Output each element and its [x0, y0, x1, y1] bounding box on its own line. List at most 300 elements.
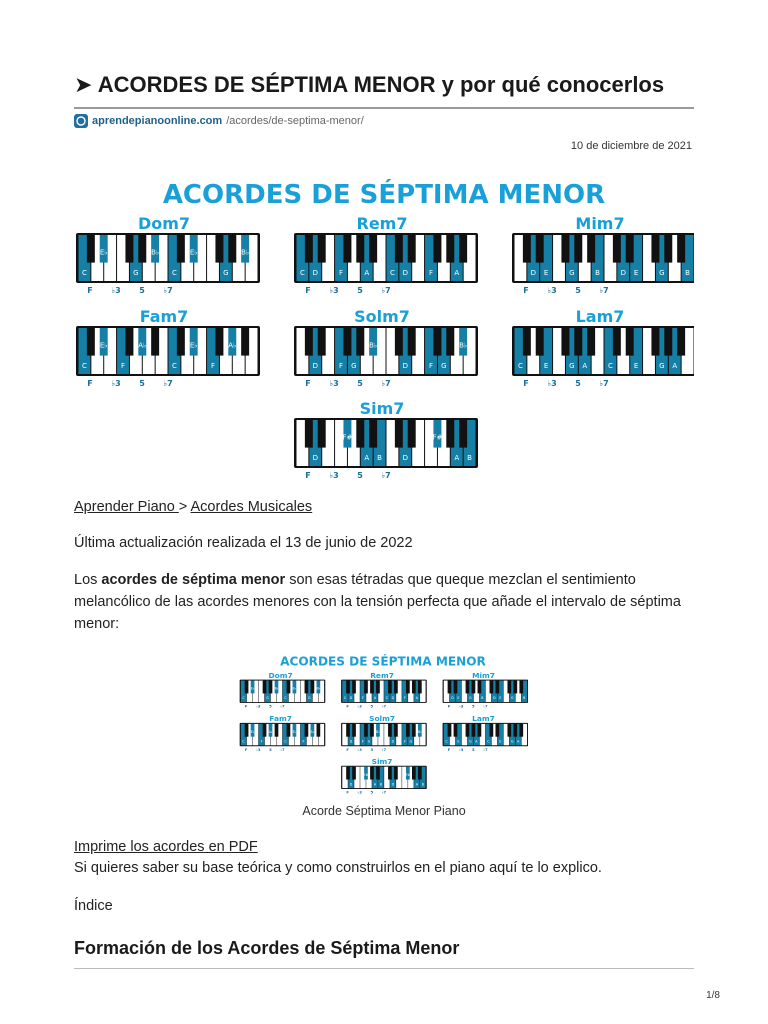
mini-black-key [519, 724, 523, 737]
hero-black-key [574, 235, 582, 263]
mini-black-key [507, 681, 511, 694]
hero-interval-label: 5 [357, 286, 363, 295]
mini-black-key [496, 724, 500, 737]
hero-note-label: E♭ [99, 341, 108, 350]
mini-note-label: A [475, 739, 478, 744]
mini-note-label: E♭ [250, 686, 255, 691]
hero-note-label: E [543, 269, 549, 277]
intro-rest: son esas tétradas que queque mezclan el sentimiento melancólico de las acordes menores con la tensión perfecta que añade el intervalo de séptima menor: [74, 572, 681, 632]
mini-black-key [352, 767, 356, 780]
hero-black-key [433, 235, 441, 263]
page-title: ➤ ACORDES DE SÉPTIMA MENOR y por qué conocerlos [74, 72, 665, 97]
hero-black-key [459, 420, 467, 448]
hero-note-label: F# [432, 433, 443, 442]
mini-interval-label: ♭3 [459, 704, 464, 709]
hero-black-key [151, 328, 159, 356]
mini-note-label: D [349, 782, 353, 787]
mini-black-key [412, 767, 416, 780]
hero-black-key [651, 328, 659, 356]
mini-note-label: E [499, 696, 502, 701]
hero-black-key [561, 235, 569, 263]
hero-note-label: D [312, 454, 318, 462]
mini-interval-label: ♭3 [357, 747, 362, 752]
mini-black-key [454, 724, 458, 737]
hero-black-key [408, 235, 416, 263]
hero-note-label: F [210, 362, 216, 370]
mini-black-key [454, 681, 458, 694]
hero-black-key [356, 420, 364, 448]
hero-note-label: B♭ [241, 248, 250, 257]
mini-black-key [376, 681, 380, 694]
hero-note-label: B♭ [459, 341, 468, 350]
mini-black-key [275, 724, 279, 737]
hero-interval-label: ♭3 [547, 286, 557, 295]
hero-chord-name: Lam7 [575, 307, 625, 326]
mini-title: ACORDES DE SÉPTIMA MENOR [280, 654, 486, 669]
mini-interval-label: ♭7 [483, 747, 488, 752]
hero-interval-label: F [305, 286, 311, 295]
hero-chord-name: Rem7 [356, 214, 408, 233]
mini-note-label: G [469, 696, 472, 701]
mini-interval-label: ♭3 [256, 747, 261, 752]
hero-chord-name: Fam7 [139, 307, 189, 326]
mini-interval-label: F [447, 704, 451, 709]
mini-interval-label: ♭7 [280, 747, 285, 752]
hero-black-key [613, 235, 621, 263]
breadcrumb-separator: > [178, 499, 191, 515]
mini-interval-label: ♭3 [459, 747, 464, 752]
hero-interval-label: ♭3 [111, 286, 121, 295]
hero-note-label: C [171, 362, 177, 370]
mini-note-label: G [367, 739, 371, 744]
mini-note-label: A [373, 782, 377, 787]
hero-note-label: A [672, 362, 678, 370]
mini-interval-label: ♭3 [357, 704, 362, 709]
mini-black-key [406, 724, 410, 737]
breadcrumb-link-aprender-piano[interactable]: Aprender Piano [74, 499, 179, 515]
chord-figure-thumbnail[interactable] [238, 648, 528, 796]
hero-interval-label: F [523, 379, 529, 388]
mini-black-key [305, 681, 309, 694]
hero-black-key [305, 235, 313, 263]
hero-black-key [626, 235, 634, 263]
hero-black-key [574, 328, 582, 356]
mini-black-key [352, 724, 356, 737]
hero-black-key [343, 328, 351, 356]
mini-black-key [472, 681, 476, 694]
mini-interval-label: F [244, 747, 248, 752]
mini-chord-name: Mim7 [472, 670, 495, 680]
mini-note-label: D [391, 739, 395, 744]
hero-note-label: D [312, 269, 318, 277]
source-domain: aprendepianoonline.com [92, 115, 223, 127]
hero-note-label: E [633, 269, 639, 277]
hero-black-key [318, 328, 326, 356]
mini-interval-label: 5 [370, 704, 374, 709]
hero-note-label: D [312, 362, 318, 370]
hero-note-label: B♭ [151, 248, 160, 257]
mini-black-key [269, 681, 273, 694]
hero-note-label: G [659, 269, 665, 277]
hero-interval-label: 5 [139, 286, 145, 295]
hero-black-key [651, 235, 659, 263]
mini-note-label: A [415, 782, 418, 787]
hero-note-label: B♭ [369, 341, 378, 350]
hero-note-label: A [364, 454, 370, 462]
mini-black-key [496, 681, 500, 694]
mini-note-label: B♭ [376, 729, 380, 734]
hero-note-label: F [428, 362, 434, 370]
mini-note-label: F [362, 696, 364, 701]
hero-interval-label: F [523, 286, 529, 295]
hero-note-label: G [569, 269, 575, 277]
hero-interval-label: 5 [357, 379, 363, 388]
mini-note-label: G [409, 739, 413, 744]
mini-note-label: E [499, 739, 502, 744]
mini-note-label: G [308, 696, 311, 701]
hero-black-key [125, 235, 133, 263]
hero-note-label: E [633, 362, 639, 370]
mini-black-key [370, 767, 374, 780]
mini-black-key [490, 724, 494, 737]
hero-interval-label: 5 [575, 379, 581, 388]
mini-note-label: A [415, 696, 418, 701]
mini-interval-label: 5 [269, 704, 272, 709]
hero-black-key [677, 235, 685, 263]
mini-interval-label: F [447, 747, 451, 752]
hero-interval-label: F [305, 379, 311, 388]
mini-black-key [412, 681, 416, 694]
hero-black-key [356, 328, 364, 356]
hero-black-key [228, 235, 236, 263]
hero-black-key [523, 328, 531, 356]
section-heading: Formación de los Acordes de Séptima Menor [74, 938, 460, 958]
mini-black-key [513, 724, 517, 737]
mini-note-label: E [457, 739, 460, 744]
hero-black-key [664, 235, 672, 263]
hero-note-label: C [389, 269, 395, 277]
hero-interval-label: F [305, 471, 311, 480]
hero-note-label: E♭ [99, 248, 108, 257]
hero-note-label: F [120, 362, 126, 370]
hero-interval-label: ♭7 [163, 379, 173, 388]
title-divider [74, 107, 694, 109]
mini-black-key [448, 681, 452, 694]
hero-black-key [356, 235, 364, 263]
source-path: /acordes/de-septima-menor/ [226, 115, 364, 127]
mini-black-key [507, 724, 511, 737]
mini-note-label: F [403, 696, 406, 701]
mini-note-label: D [349, 739, 353, 744]
hero-black-key [318, 235, 326, 263]
mini-interval-label: ♭3 [256, 704, 261, 709]
mini-interval-label: 5 [269, 747, 272, 752]
hero-note-label: F [428, 269, 434, 277]
mini-interval-label: ♭7 [280, 704, 285, 709]
mini-note-label: A [517, 739, 520, 744]
hero-interval-label: ♭7 [381, 471, 391, 480]
mini-note-label: B♭ [316, 686, 321, 691]
hero-interval-label: 5 [357, 471, 363, 480]
mini-black-key [245, 681, 249, 694]
hero-note-label: C [171, 269, 177, 277]
mini-note-label: A♭ [268, 729, 273, 734]
mini-note-label: B [523, 696, 526, 701]
hero-interval-label: ♭7 [599, 379, 609, 388]
publish-date: 10 de diciembre de 2021 [570, 140, 692, 152]
mini-black-key [263, 681, 267, 694]
hero-interval-label: 5 [139, 379, 145, 388]
mini-interval-label: 5 [471, 704, 475, 709]
hero-interval-label: ♭3 [329, 379, 339, 388]
hero-interval-label: 5 [575, 286, 581, 295]
intro-paragraph [74, 569, 694, 635]
hero-black-key [305, 420, 313, 448]
hero-note-label: F# [342, 433, 353, 442]
hero-black-key [408, 420, 416, 448]
hero-note-label: G [133, 269, 139, 277]
mini-black-key [418, 767, 422, 780]
mini-note-label: F [403, 739, 406, 744]
mini-chord-name: Sim7 [371, 756, 393, 766]
hero-interval-label: ♭7 [381, 379, 391, 388]
hero-black-key [536, 235, 544, 263]
mini-black-key [346, 724, 350, 737]
hero-black-key [677, 328, 685, 356]
hero-black-key [626, 328, 634, 356]
hero-black-key [587, 235, 595, 263]
hero-black-key [177, 328, 185, 356]
hero-note-label: B [685, 269, 690, 277]
mini-black-key [394, 724, 398, 737]
hero-black-key [446, 235, 454, 263]
mini-black-key [388, 767, 392, 780]
mini-note-label: G [511, 696, 514, 701]
mini-note-label: D [391, 782, 395, 787]
hero-note-label: E♭ [189, 248, 198, 257]
mini-interval-label: F [244, 704, 248, 709]
hero-black-key [241, 328, 249, 356]
hero-black-key [395, 328, 403, 356]
hero-black-key [215, 328, 223, 356]
mini-black-key [346, 681, 350, 694]
hero-interval-label: F [87, 379, 93, 388]
mini-black-key [466, 681, 470, 694]
mini-black-key [412, 724, 416, 737]
mini-note-label: G [511, 739, 514, 744]
mini-note-label: F [302, 739, 305, 744]
mini-black-key [513, 681, 517, 694]
hero-note-label: E [543, 362, 549, 370]
hero-note-label: C [81, 269, 87, 277]
hero-black-key [395, 420, 403, 448]
mini-note-label: D [451, 696, 454, 701]
hero-black-key [395, 235, 403, 263]
mini-note-label: A [373, 696, 377, 701]
mini-black-key [490, 681, 494, 694]
mini-note-label: B [481, 696, 484, 701]
hero-note-label: G [351, 362, 357, 370]
hero-chord-name: Dom7 [137, 214, 191, 233]
mini-chord-name: Lam7 [472, 714, 495, 724]
mini-note-label: G [266, 696, 269, 701]
hero-note-label: A [364, 269, 370, 277]
mini-black-key [305, 724, 309, 737]
mini-black-key [370, 724, 374, 737]
hero-black-key [369, 420, 377, 448]
mini-note-label: E♭ [292, 686, 297, 691]
hero-note-label: B [377, 454, 382, 462]
mini-chord-name: Fam7 [269, 714, 292, 724]
hero-black-key [613, 328, 621, 356]
mini-black-key [311, 681, 315, 694]
mini-note-label: C [343, 696, 347, 701]
mini-interval-label: F [346, 790, 349, 795]
hero-interval-label: ♭3 [329, 286, 339, 295]
mini-chord-name: Solm7 [369, 714, 396, 724]
mini-note-label: C [284, 696, 287, 701]
section-divider [74, 968, 694, 969]
mini-note-label: B [379, 782, 383, 787]
hero-note-label: D [530, 269, 536, 277]
mini-note-label: F [362, 739, 364, 744]
hero-note-label: A [454, 269, 460, 277]
figure-caption: Acorde Séptima Menor Piano [302, 804, 466, 818]
hero-note-label: B [595, 269, 600, 277]
mini-black-key [394, 767, 398, 780]
hero-interval-label: F [87, 286, 93, 295]
mini-note-label: F# [363, 772, 369, 777]
mini-interval-label: 5 [370, 790, 374, 795]
hero-note-label: C [81, 362, 87, 370]
mini-interval-label: ♭3 [357, 790, 362, 795]
mini-interval-label: 5 [471, 747, 475, 752]
mini-black-key [466, 724, 470, 737]
mini-note-label: C [445, 739, 448, 744]
hero-note-label: A [582, 362, 588, 370]
hero-black-key [305, 328, 313, 356]
hero-note-label: D [620, 269, 626, 277]
mini-note-label: D [493, 696, 496, 701]
hero-black-key [369, 235, 377, 263]
mini-black-key [370, 681, 374, 694]
last-updated: Última actualización realizada el 13 de junio de 2022 [74, 535, 413, 551]
hero-black-key [587, 328, 595, 356]
hero-note-label: F [338, 269, 344, 277]
mini-interval-label: ♭7 [381, 747, 387, 752]
mini-black-key [287, 681, 291, 694]
mini-note-label: C [242, 739, 245, 744]
mini-note-label: D [349, 696, 353, 701]
mini-black-key [352, 681, 356, 694]
intro-bold: acordes de séptima menor [101, 572, 286, 588]
mini-black-key [418, 681, 422, 694]
hero-note-label: D [402, 454, 408, 462]
mini-interval-label: F [346, 747, 349, 752]
mini-note-label: G [469, 739, 472, 744]
mini-black-key [317, 724, 321, 737]
mini-note-label: B♭ [417, 729, 422, 734]
hero-note-label: G [569, 362, 575, 370]
index-label[interactable]: Índice [74, 898, 113, 914]
hero-interval-label: ♭3 [329, 471, 339, 480]
hero-title: ACORDES DE SÉPTIMA MENOR [162, 180, 606, 210]
hero-black-key [446, 328, 454, 356]
chord-chart-image [74, 165, 694, 483]
mini-note-label: E [457, 696, 460, 701]
hero-note-label: A [454, 454, 460, 462]
hero-interval-label: ♭7 [381, 286, 391, 295]
mini-black-key [376, 767, 380, 780]
hero-black-key [664, 328, 672, 356]
hero-note-label: G [223, 269, 229, 277]
mini-note-label: B [421, 782, 424, 787]
mini-interval-label: ♭7 [381, 704, 387, 709]
mini-note-label: F# [405, 772, 411, 777]
breadcrumb-link-acordes-musicales[interactable]: Acordes Musicales [190, 499, 313, 515]
mini-black-key [364, 681, 368, 694]
pdf-paragraph [74, 836, 694, 858]
mini-chord-name: Rem7 [370, 670, 394, 680]
hero-interval-label: ♭3 [547, 379, 557, 388]
print-pdf-link[interactable]: Imprime los acordes en PDF [74, 839, 258, 855]
mini-interval-label: ♭7 [483, 704, 488, 709]
hero-note-label: A♭ [138, 341, 147, 350]
hero-note-label: D [402, 269, 408, 277]
hero-black-key [408, 328, 416, 356]
mini-interval-label: ♭7 [381, 790, 387, 795]
hero-note-label: G [441, 362, 447, 370]
hero-black-key [138, 235, 146, 263]
hero-note-label: C [299, 269, 305, 277]
hero-black-key [536, 328, 544, 356]
mini-note-label: C [385, 696, 389, 701]
mini-note-label: F [260, 739, 263, 744]
hero-note-label: D [402, 362, 408, 370]
mini-black-key [478, 724, 482, 737]
hero-black-key [523, 235, 531, 263]
mini-chord-name: Dom7 [268, 670, 293, 680]
mini-black-key [346, 767, 350, 780]
hero-black-key [433, 328, 441, 356]
hero-black-key [446, 420, 454, 448]
hero-note-label: C [607, 362, 613, 370]
mini-black-key [245, 724, 249, 737]
mini-black-key [388, 724, 392, 737]
mini-note-label: C [487, 739, 490, 744]
intro-prefix: Los [74, 572, 102, 588]
hero-black-key [561, 328, 569, 356]
hero-black-key [215, 235, 223, 263]
mini-black-key [287, 724, 291, 737]
mini-black-key [406, 681, 410, 694]
mini-black-key [364, 724, 368, 737]
hero-black-key [177, 235, 185, 263]
hero-black-key [87, 328, 95, 356]
hero-note-label: F [338, 362, 344, 370]
mini-note-label: C [284, 739, 287, 744]
mini-note-label: E♭ [250, 729, 255, 734]
mini-interval-label: F [346, 704, 349, 709]
hero-black-key [343, 235, 351, 263]
hero-interval-label: ♭3 [111, 379, 121, 388]
hero-note-label: G [659, 362, 665, 370]
site-icon [74, 114, 88, 128]
hero-chord-name: Solm7 [354, 307, 410, 326]
hero-note-label: A♭ [228, 341, 237, 350]
hero-interval-label: ♭7 [163, 286, 173, 295]
hero-chord-name: Mim7 [575, 214, 625, 233]
